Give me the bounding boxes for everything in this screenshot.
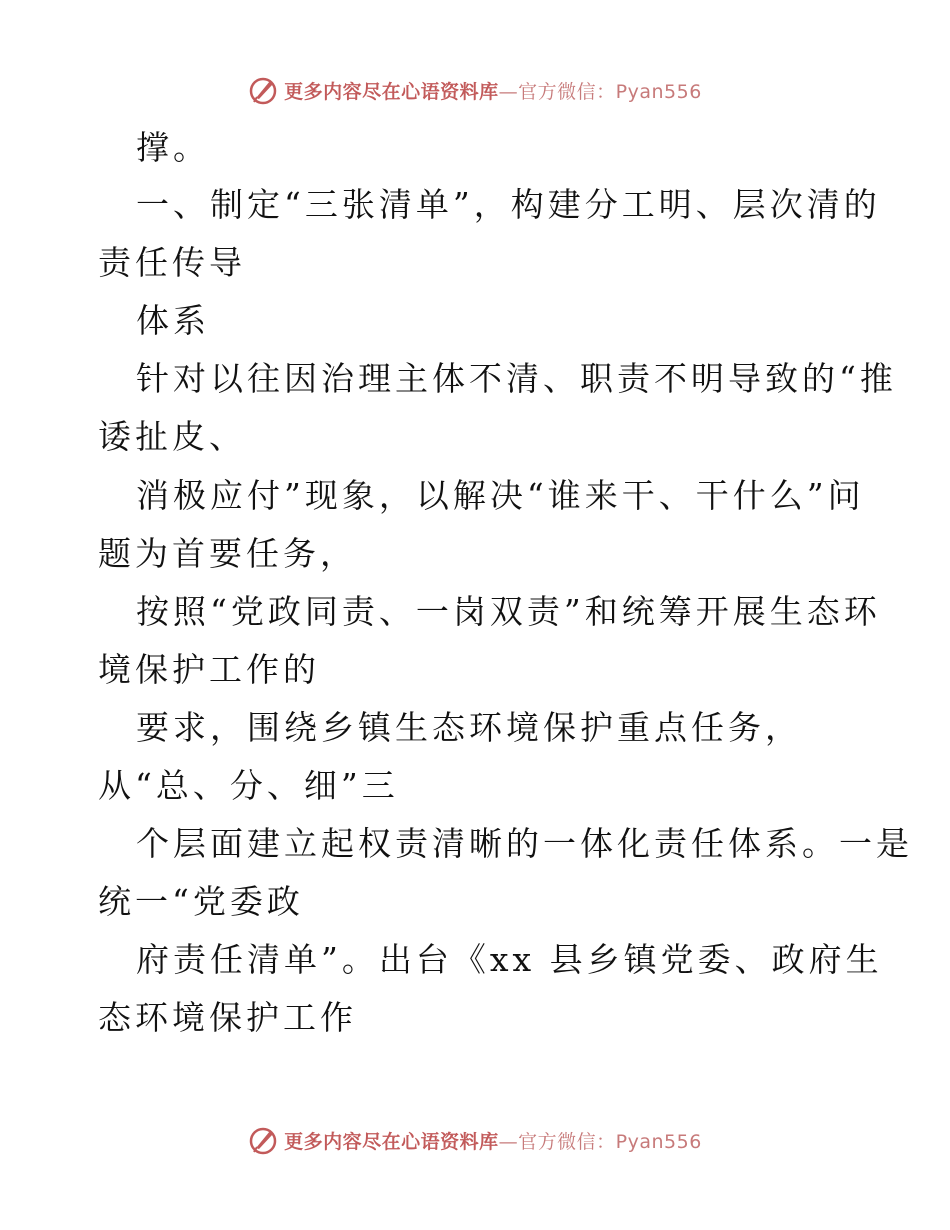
- footer-wechat-text: 官方微信：Pyan556: [518, 1130, 702, 1153]
- text-line-3: 责任传导: [98, 243, 246, 282]
- text-line-7: 消极应付”现象，以解决“谁来干、干什么”问: [136, 476, 865, 515]
- text-line-14: 统一“党委政: [98, 882, 304, 921]
- footer-banner-separator: —: [498, 1130, 519, 1153]
- text-line-5: 针对以往因治理主体不清、职责不明导致的“推: [136, 359, 897, 398]
- text-line-11: 要求，围绕乡镇生态环境保护重点任务，: [136, 708, 802, 747]
- header-wechat-text: 官方微信：Pyan556: [518, 80, 702, 103]
- text-line-9: 按照“党政同责、一岗双责”和统筹开展生态环: [136, 592, 881, 631]
- quill-pen-logo-icon: [248, 75, 278, 105]
- text-line-13: 个层面建立起权责清晰的一体化责任体系。一是: [136, 824, 913, 863]
- text-line-2: 一、制定“三张清单”，构建分工明、层次清的: [136, 185, 881, 224]
- footer-banner: [0, 1120, 950, 1160]
- text-line-6: 诿扯皮、: [98, 417, 246, 456]
- text-line-8: 题为首要任务，: [98, 534, 357, 573]
- text-line-12: 从“总、分、细”三: [98, 766, 399, 805]
- text-line-1: 撑。: [136, 128, 210, 167]
- header-banner-title: 更多内容尽在心语资料库: [284, 80, 499, 103]
- footer-banner-title: 更多内容尽在心语资料库: [284, 1130, 499, 1153]
- text-line-16: 态环境保护工作: [98, 998, 357, 1037]
- header-banner: [0, 70, 950, 110]
- text-line-4: 体系: [136, 301, 210, 340]
- text-line-10: 境保护工作的: [98, 650, 320, 689]
- text-line-15: 府责任清单”。出台《xx 县乡镇党委、政府生: [136, 940, 883, 979]
- header-banner-text: [284, 77, 702, 104]
- header-banner-separator: —: [498, 80, 519, 103]
- quill-pen-logo-icon: [248, 1125, 278, 1155]
- footer-banner-text: [284, 1127, 702, 1154]
